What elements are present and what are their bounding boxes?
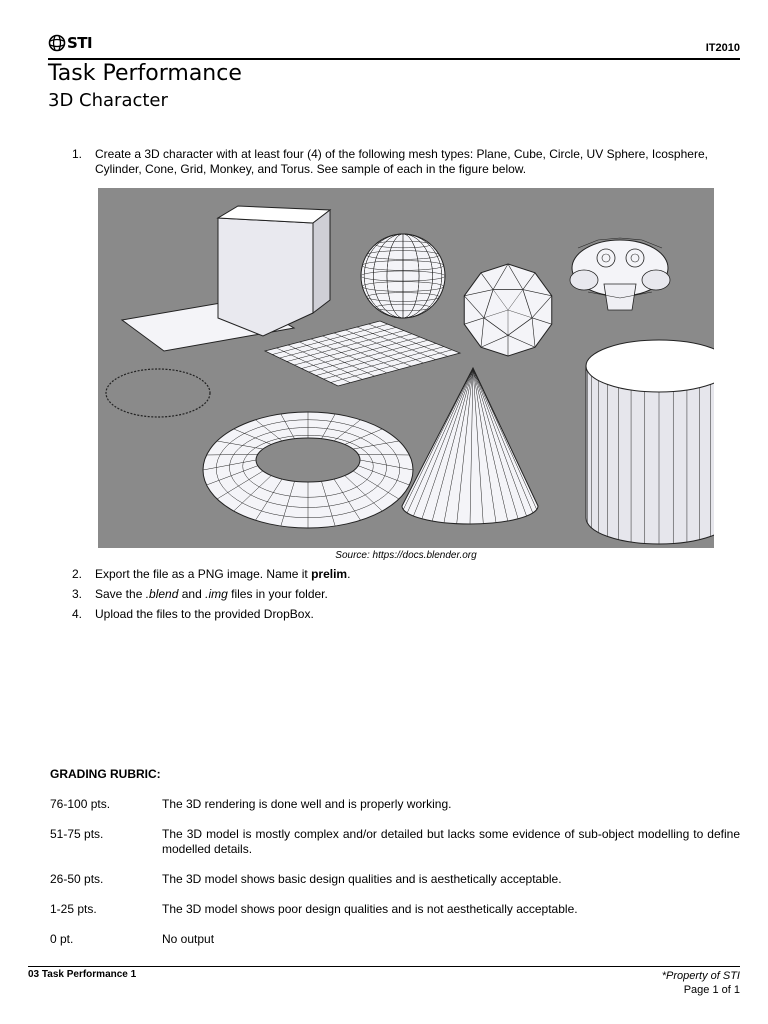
rubric-row	[50, 797, 740, 812]
blend-extension: .blend	[145, 587, 179, 601]
file-name: prelim	[311, 567, 348, 581]
rubric-description: The 3D model shows basic design qualities and is aesthetically acceptable.	[162, 872, 562, 886]
task-item-1	[50, 147, 740, 177]
rubric-description: The 3D model shows poor design qualities and is not aesthetically acceptable.	[162, 902, 578, 916]
task-text: Save the	[95, 587, 146, 601]
rubric-row	[50, 902, 740, 917]
task-list-part-2	[50, 567, 740, 627]
rubric-points: 0 pt.	[50, 932, 74, 946]
circle-mesh	[106, 369, 210, 417]
sti-logo	[48, 34, 92, 52]
task-text-end: .	[347, 567, 351, 581]
task-number: 4.	[72, 607, 83, 621]
task-item-3	[50, 587, 740, 602]
uv-sphere-mesh	[361, 234, 445, 318]
task-text: Export the file as a PNG image. Name it	[95, 567, 312, 581]
rubric-row	[50, 827, 740, 857]
mesh-illustration	[98, 188, 714, 548]
rubric-description: The 3D rendering is done well and is properly working.	[162, 797, 452, 811]
rubric-points: 51-75 pts.	[50, 827, 104, 841]
task-item-2	[50, 567, 740, 582]
rubric-points: 76-100 pts.	[50, 797, 111, 811]
footer-property: *Property of STI	[661, 970, 740, 982]
footer-page-number: Page 1 of 1	[683, 984, 740, 996]
grid-mesh	[265, 321, 460, 386]
task-text: Create a 3D character with at least four (4) of the following mesh types: Plane, Cube, Circle, UV Sphere, Icosphere, Cylinder, Cone, Grid, Monkey, and Torus. See sample of each in the figure below.	[95, 147, 708, 176]
task-text: Upload the files to the provided DropBox.	[95, 607, 314, 621]
icosphere-mesh	[464, 264, 551, 356]
mesh-types-figure	[98, 188, 714, 548]
task-number: 2.	[72, 567, 83, 581]
task-list-part-1	[50, 147, 740, 177]
logo-text: STI	[67, 34, 93, 52]
rubric-heading: GRADING RUBRIC:	[50, 767, 161, 781]
footer-info	[662, 969, 740, 997]
rubric-points: 26-50 pts.	[50, 872, 104, 886]
task-text-mid: and	[178, 587, 206, 601]
footer-document-name: 03 Task Performance 1	[28, 969, 137, 980]
cube-mesh	[218, 206, 330, 336]
course-code: IT2010	[705, 42, 740, 54]
figure-caption: Source: https://docs.blender.org	[335, 550, 477, 561]
rubric-description: The 3D model is mostly complex and/or detailed but lacks some evidence of sub-object modelling to define modelled details.	[162, 827, 740, 856]
task-number: 1.	[72, 147, 83, 161]
rubric-row	[50, 872, 740, 887]
footer-rule	[28, 966, 740, 967]
cone-mesh	[402, 368, 538, 524]
task-number: 3.	[72, 587, 83, 601]
rubric-description: No output	[162, 932, 215, 946]
monkey-mesh	[570, 238, 670, 310]
page-title: Task Performance	[48, 61, 242, 86]
img-extension: .img	[205, 587, 228, 601]
page-header	[48, 32, 740, 58]
page-subtitle: 3D Character	[48, 90, 168, 111]
rubric-row	[50, 932, 740, 947]
rubric-points: 1-25 pts.	[50, 902, 97, 916]
task-text-end: files in your folder.	[227, 587, 328, 601]
cylinder-mesh	[586, 340, 714, 544]
task-item-4	[50, 607, 740, 622]
torus-mesh	[203, 412, 413, 528]
globe-icon	[48, 34, 66, 52]
